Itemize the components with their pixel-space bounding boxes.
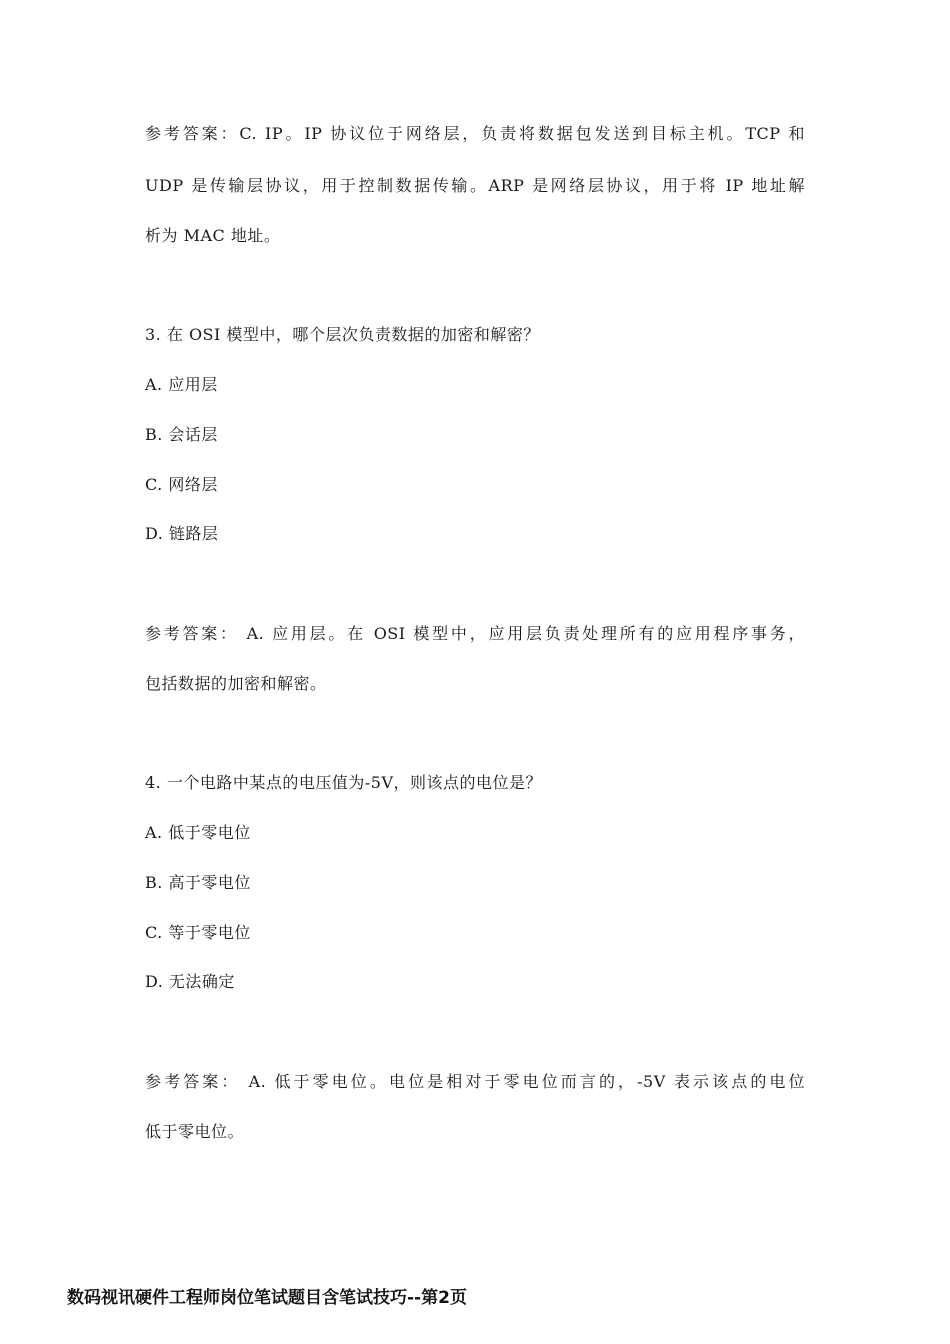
page-footer: 数码视讯硬件工程师岗位笔试题目含笔试技巧--第2页 — [67, 1288, 467, 1308]
question3-stem: 3. 在 OSI 模型中，哪个层次负责数据的加密和解密？ — [145, 325, 540, 344]
question3-option-b: B. 会话层 — [145, 425, 218, 444]
question4-option-d: D. 无法确定 — [145, 972, 235, 991]
question4-option-b: B. 高于零电位 — [145, 873, 251, 892]
answer2-line3: 析为 MAC 地址。 — [145, 226, 281, 245]
question3-option-a: A. 应用层 — [145, 375, 218, 394]
answer2-line2: UDP 是传输层协议，用于控制数据传输。ARP 是网络层协议，用于将 IP 地址解 — [145, 176, 805, 195]
answer4-line2: 低于零电位。 — [145, 1122, 245, 1141]
question4-stem: 4. 一个电路中某点的电压值为-5V，则该点的电位是？ — [145, 773, 542, 792]
question4-option-a: A. 低于零电位 — [145, 823, 251, 842]
answer3-line1: 参考答案： A. 应用层。在 OSI 模型中，应用层负责处理所有的应用程序事务， — [145, 624, 805, 643]
question3-option-d: D. 链路层 — [145, 524, 219, 543]
question4-option-c: C. 等于零电位 — [145, 923, 251, 942]
answer3-line2: 包括数据的加密和解密。 — [145, 674, 327, 693]
question3-option-c: C. 网络层 — [145, 475, 218, 494]
answer2-line1: 参考答案：C. IP。IP 协议位于网络层，负责将数据包发送到目标主机。TCP 和 — [145, 124, 805, 143]
answer4-line1: 参考答案： A. 低于零电位。电位是相对于零电位而言的，-5V 表示该点的电位 — [145, 1072, 805, 1091]
